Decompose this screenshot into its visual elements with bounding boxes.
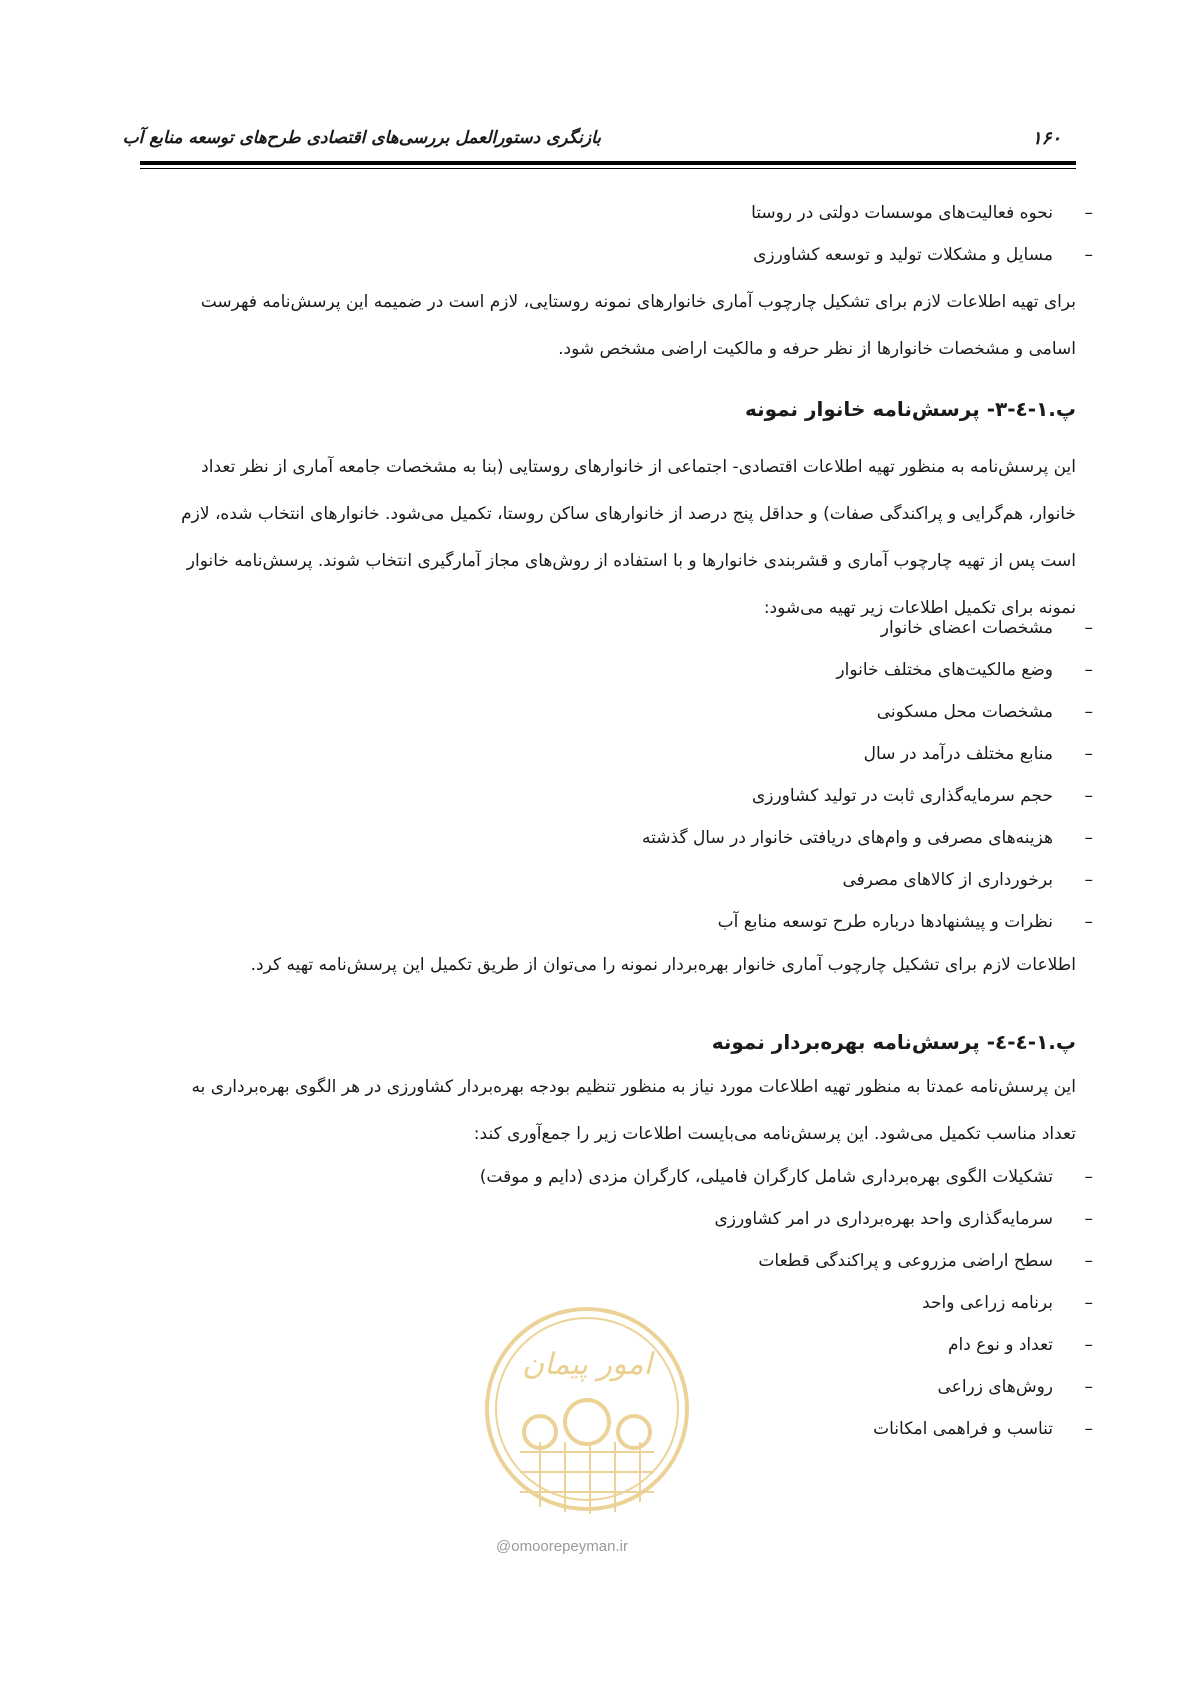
list-item: [752, 786, 1093, 806]
watermark-seal-icon: [480, 1302, 694, 1516]
list-item: [642, 828, 1093, 848]
section1-paragraph: [140, 444, 1076, 632]
list-item-text: وضع مالکیت‌های مختلف خانوار: [836, 660, 1053, 680]
list-item-text: سطح اراضی مزروعی و پراکندگی قطعات: [758, 1251, 1053, 1271]
list-item: [873, 1419, 1093, 1439]
bullet-dash: –: [1084, 1293, 1093, 1313]
list-item-text: تشکیلات الگوی بهره‌برداری شامل کارگران فامیلی، کارگران مزدی (دایم و موقت): [479, 1167, 1053, 1187]
list-item-text: مشخصات اعضای خانوار: [880, 618, 1053, 638]
header-rule-thin: [140, 168, 1076, 169]
paragraph-line: تعداد مناسب تکمیل می‌شود. این پرسش‌نامه می‌بایست اطلاعات زیر را جمع‌آوری کند:: [473, 1124, 1076, 1144]
bullet-dash: –: [1084, 702, 1093, 722]
bullet-dash: –: [1084, 1167, 1093, 1187]
paragraph-line: خانوار، هم‌گرایی و پراکندگی صفات) و حداقل پنج درصد از خانوارهای ساکن روستا، تکمیل می‌شود. خانوارهای انتخاب شده، لازم: [181, 504, 1076, 524]
list-item: [922, 1293, 1093, 1313]
list-item-text: برنامه زراعی واحد: [922, 1293, 1053, 1313]
bullet-dash: –: [1084, 744, 1093, 764]
bullet-dash: –: [1084, 1209, 1093, 1229]
section2-paragraph: [140, 1064, 1076, 1158]
list-item: [836, 660, 1093, 680]
bullet-dash: –: [1084, 1377, 1093, 1397]
bullet-dash: –: [1084, 912, 1093, 932]
bullet-dash: –: [1084, 245, 1093, 265]
running-header-title: بازنگری دستورالعمل بررسی‌های اقتصادی طرح‌های توسعه منابع آب: [122, 128, 601, 148]
list-item: [714, 1209, 1093, 1229]
list-item-text: برخورداری از کالاهای مصرفی: [842, 870, 1053, 890]
section-heading: پ.۱-٤-٤- پرسش‌نامه بهره‌بردار نمونه: [711, 1030, 1076, 1054]
list-item: [758, 1251, 1093, 1271]
intro-paragraph: [140, 279, 1076, 373]
bullet-dash: –: [1084, 828, 1093, 848]
section-heading: پ.۱-٤-۳- پرسش‌نامه خانوار نمونه: [744, 397, 1076, 421]
watermark-logo: [480, 1302, 694, 1516]
list-item-text: حجم سرمایه‌گذاری ثابت در تولید کشاورزی: [751, 786, 1053, 806]
watermark-url: @omoorepeyman.ir: [496, 1538, 628, 1555]
header-rule-thick: [140, 161, 1076, 165]
list-item: [480, 1167, 1093, 1187]
list-item-text: مسایل و مشکلات تولید و توسعه کشاورزی: [753, 245, 1053, 265]
bullet-dash: –: [1084, 618, 1093, 638]
list-item: [718, 912, 1093, 932]
list-item-text: هزینه‌های مصرفی و وام‌های دریافتی خانوار در سال گذشته: [642, 828, 1053, 848]
list-item: [753, 245, 1093, 265]
list-item: [877, 702, 1093, 722]
section1-closing: اطلاعات لازم برای تشکیل چارچوب آماری خانوار بهره‌بردار نمونه را می‌توان از طریق تکمیل این پرسش‌نامه تهیه کرد.: [250, 955, 1076, 975]
watermark-brand-text: امور پیمان: [522, 1347, 652, 1382]
bullet-dash: –: [1084, 1419, 1093, 1439]
bullet-dash: –: [1084, 1335, 1093, 1355]
page-number: ۱۶۰: [1032, 128, 1062, 149]
list-item-text: منابع مختلف درآمد در سال: [863, 744, 1053, 764]
list-item: [842, 870, 1093, 890]
bullet-dash: –: [1084, 870, 1093, 890]
bullet-dash: –: [1084, 660, 1093, 680]
paragraph-line: نمونه برای تکمیل اطلاعات زیر تهیه می‌شود:: [763, 598, 1076, 618]
list-item-text: روش‌های زراعی: [937, 1377, 1053, 1397]
list-item-text: مشخصات محل مسکونی: [876, 702, 1053, 722]
bullet-dash: –: [1084, 203, 1093, 223]
list-item-text: سرمایه‌گذاری واحد بهره‌برداری در امر کشاورزی: [714, 1209, 1053, 1229]
list-item-text: تناسب و فراهمی امکانات: [873, 1419, 1053, 1439]
paragraph-line: است پس از تهیه چارچوب آماری و قشربندی خانوارها و با استفاده از روش‌های مجاز آمارگیری انتخاب شوند. پرسش‌نامه خانوار: [186, 551, 1076, 571]
list-item: [751, 203, 1093, 223]
paragraph-line: برای تهیه اطلاعات لازم برای تشکیل چارچوب آماری خانوارهای نمونه روستایی، لازم است در ضمیمه این پرسش‌نامه فهرست: [200, 292, 1076, 312]
list-item: [881, 618, 1093, 638]
list-item-text: نظرات و پیشنهادها درباره طرح توسعه منابع آب: [717, 912, 1053, 932]
list-item: [938, 1377, 1093, 1397]
paragraph-line: این پرسش‌نامه به منظور تهیه اطلاعات اقتصادی- اجتماعی از خانوارهای روستایی (بنا به مشخصات جامعه آماری از نظر تعداد: [201, 457, 1076, 477]
bullet-dash: –: [1084, 786, 1093, 806]
list-item-text: تعداد و نوع دام: [947, 1335, 1053, 1355]
bullet-dash: –: [1084, 1251, 1093, 1271]
paragraph-line: اسامی و مشخصات خانوارها از نظر حرفه و مالکیت اراضی مشخص شود.: [558, 339, 1076, 359]
list-item: [948, 1335, 1093, 1355]
paragraph-line: این پرسش‌نامه عمدتا به منظور تهیه اطلاعات مورد نیاز به منظور تنظیم بودجه بهره‌بردار کشاورزی در هر الگوی بهره‌برداری به: [191, 1077, 1076, 1097]
list-item-text: نحوه فعالیت‌های موسسات دولتی در روستا: [751, 203, 1053, 223]
list-item: [864, 744, 1093, 764]
